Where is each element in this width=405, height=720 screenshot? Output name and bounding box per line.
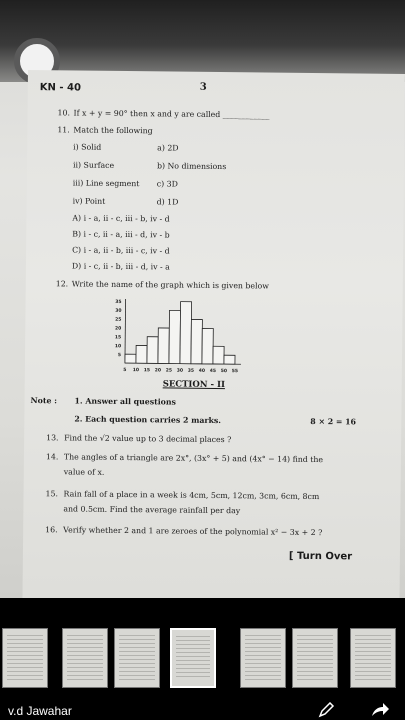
match-right-1: a) 2D — [157, 143, 179, 153]
histogram-bar — [169, 310, 181, 363]
q11-number: 11. — [57, 125, 70, 135]
q14-text-line1: The angles of a triangle are 2x°, (3x° + 5) and (4x° − 14) find the — [63, 452, 324, 465]
q12-text: Write the name of the graph which is given below — [71, 279, 269, 291]
x-tick-label: 25 — [165, 368, 173, 374]
page-number: 3 — [199, 81, 207, 93]
thumbnail-2[interactable] — [62, 628, 108, 688]
y-tick-label: 25 — [115, 317, 122, 323]
match-right-4: d) 1D — [156, 197, 179, 207]
histogram-bar — [180, 302, 192, 364]
x-tick-label: 20 — [154, 368, 162, 374]
note-item-1: 1. Answer all questions — [74, 396, 177, 407]
q16-text: Verify whether 2 and 1 are zeroes of the polynomial x² − 3x + 2 ? — [63, 525, 323, 538]
note-item-2: 2. Each question carries 2 marks. — [74, 414, 222, 426]
y-tick-label: 35 — [115, 299, 122, 305]
x-tick-label: 50 — [220, 369, 228, 375]
video-bottom-bar — [0, 598, 405, 720]
q16-number: 16. — [45, 525, 58, 535]
q10-text: If x + y = 90° then x and y are called ____________ — [73, 108, 270, 120]
q11-text: Match the following — [73, 125, 153, 136]
q11-option-c: C) i - a, ii - b, iii - c, iv - d — [72, 245, 170, 256]
histogram-chart — [95, 293, 276, 377]
thumbnail-strip — [0, 628, 405, 688]
paper-code: KN - 40 — [39, 82, 82, 94]
q15-text-line2: and 0.5cm. Find the average rainfall per day — [63, 504, 241, 516]
x-tick-label: 55 — [231, 369, 239, 375]
match-right-3: c) 3D — [156, 179, 178, 189]
x-tick-label: 5 — [123, 368, 127, 374]
q12-number: 12. — [55, 279, 69, 289]
q14-text-line2: value of x. — [63, 467, 105, 477]
match-left-3: iii) Line segment — [72, 178, 140, 189]
histogram-bar — [191, 319, 202, 363]
thumbnail-6[interactable] — [292, 628, 338, 688]
q15-number: 15. — [45, 489, 59, 499]
q10-number: 10. — [57, 108, 71, 118]
y-tick-label: 5 — [117, 353, 122, 359]
q15-text-line1: Rain fall of a place in a week is 4cm, 5cm, 12cm, 3cm, 6cm, 8cm — [63, 489, 320, 502]
histogram-bar — [125, 354, 136, 363]
match-right-2: b) No dimensions — [156, 161, 227, 172]
match-left-4: iv) Point — [72, 196, 106, 206]
x-tick-label: 35 — [187, 368, 195, 374]
turn-over-label: [ Turn Over — [288, 550, 353, 563]
histogram-bar — [136, 345, 147, 363]
q13-number: 13. — [46, 433, 59, 443]
y-tick-label: 30 — [115, 308, 122, 314]
note-label: Note : — [30, 396, 58, 406]
channel-name[interactable]: v.d Jawahar — [8, 704, 72, 718]
x-tick-label: 40 — [198, 368, 206, 374]
thumbnail-1[interactable] — [2, 628, 48, 688]
note-marks: 8 × 2 = 16 — [310, 416, 357, 427]
q11-option-d: D) i - c, ii - b, iii - d, iv - a — [71, 261, 170, 272]
y-tick-label: 20 — [115, 326, 122, 332]
thumbnail-3[interactable] — [114, 628, 160, 688]
match-left-1: i) Solid — [73, 142, 102, 152]
y-tick-label: 15 — [114, 335, 122, 341]
x-tick-label: 10 — [132, 368, 140, 374]
q11-option-b: B) i - c, ii - a, iii - d, iv - b — [72, 229, 170, 240]
histogram-bar — [202, 328, 213, 364]
q11-option-a: A) i - a, ii - c, iii - b, iv - d — [72, 213, 170, 224]
section-title: SECTION - II — [162, 379, 226, 391]
share-icon[interactable] — [370, 702, 390, 718]
x-tick-label: 45 — [209, 368, 217, 374]
histogram-bar — [213, 346, 224, 364]
q13-text: Find the √2 value up to 3 decimal places ? — [64, 433, 232, 445]
thumbnail-4[interactable] — [170, 628, 216, 688]
x-tick-label: 15 — [143, 368, 151, 374]
y-axis — [125, 299, 126, 363]
x-tick-label: 30 — [176, 368, 184, 374]
pen-icon[interactable] — [318, 702, 336, 718]
histogram-bar — [158, 328, 169, 364]
y-tick-label: 10 — [114, 344, 122, 350]
thumbnail-5[interactable] — [240, 628, 286, 688]
histogram-bar — [147, 337, 158, 364]
match-left-2: ii) Surface — [72, 160, 115, 170]
q14-number: 14. — [45, 452, 59, 462]
histogram-bar — [224, 355, 235, 364]
question-sheet — [22, 70, 405, 598]
thumbnail-7[interactable] — [350, 628, 396, 688]
